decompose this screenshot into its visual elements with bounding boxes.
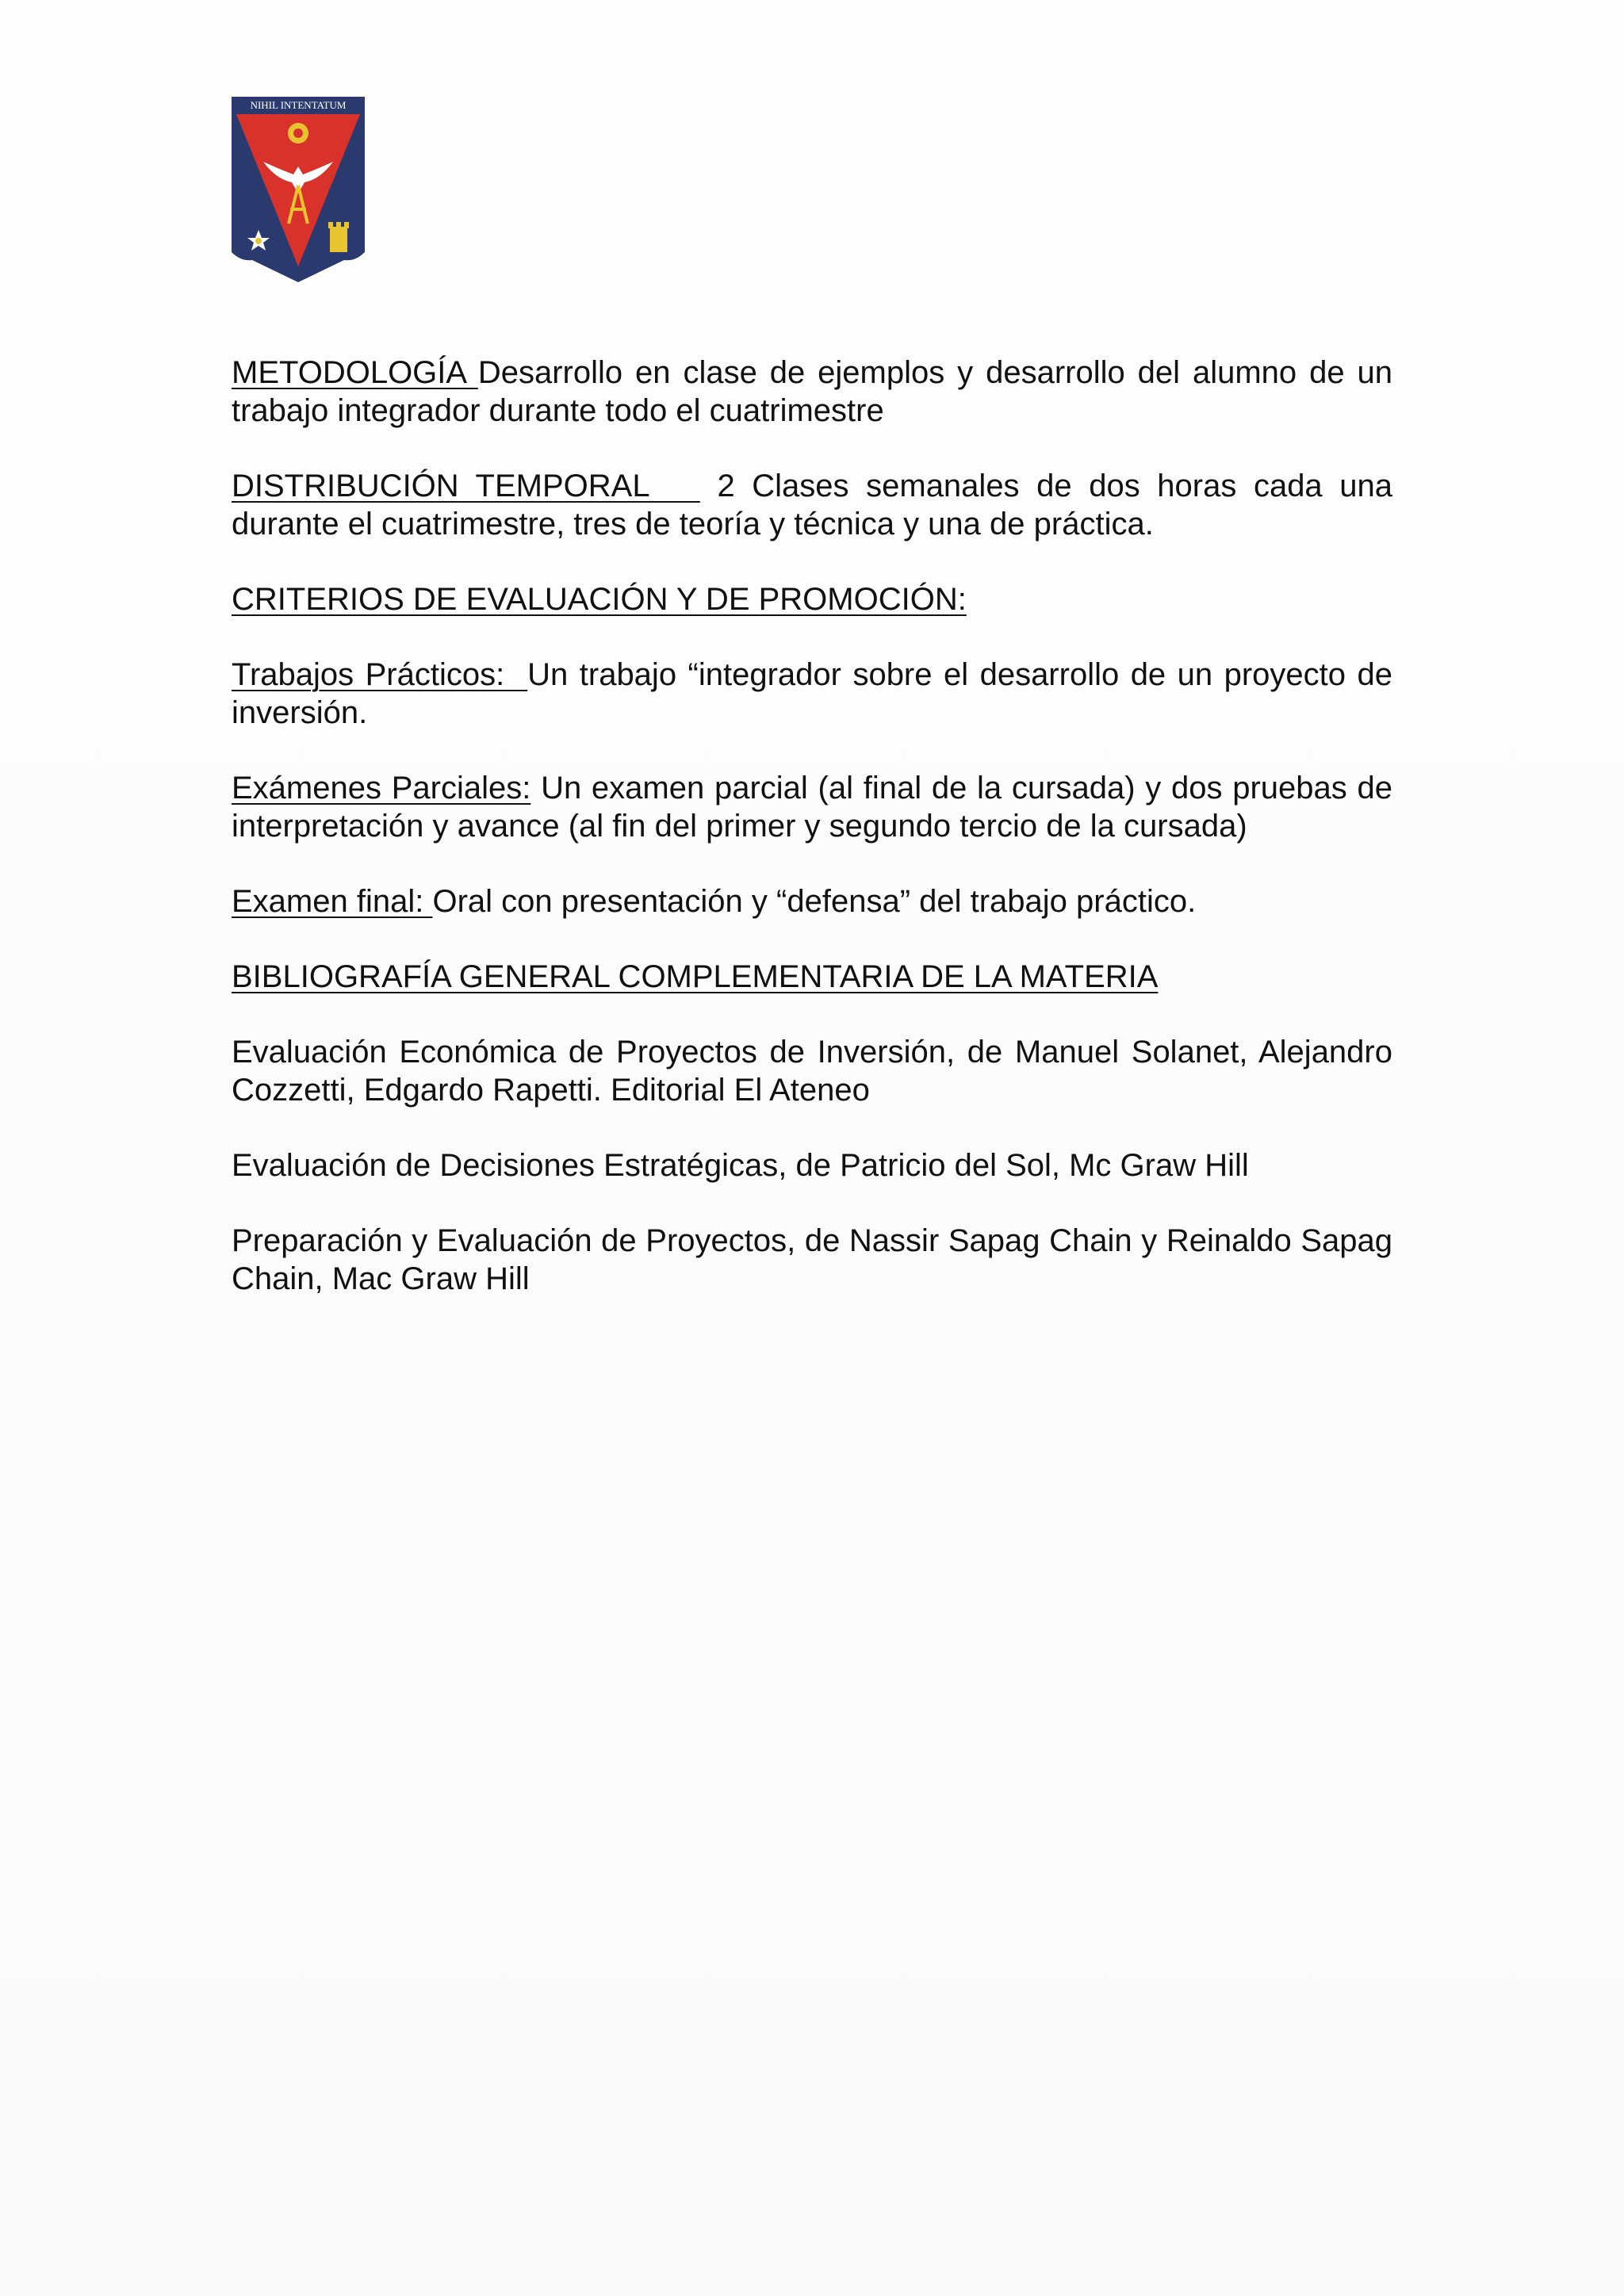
document-body: [232, 354, 1392, 1335]
institution-crest-logo: [232, 97, 365, 282]
metodologia-label: METODOLOGÍA: [232, 355, 478, 390]
crest-motto: NIHIL INTENTATUM: [250, 99, 347, 111]
reference-item: Evaluación de Decisiones Estratégicas, de Patricio del Sol, Mc Graw Hill: [232, 1148, 1249, 1183]
distribucion-section: [232, 467, 1392, 543]
trabajos-label: Trabajos Prácticos:: [232, 657, 528, 692]
bibliografia-heading: BIBLIOGRAFÍA GENERAL COMPLEMENTARIA DE LA MATERIA: [232, 959, 1159, 994]
reference-item: Preparación y Evaluación de Proyectos, de Nassir Sapag Chain y Reinaldo Sapag Chain, Mac Graw Hill: [232, 1223, 1392, 1296]
metodologia-text: Desarrollo en clase de ejemplos y desarrollo del alumno de un trabajo integrador durante todo el cuatrimestre: [232, 355, 1392, 428]
metodologia-section: [232, 354, 1392, 430]
parciales-section: [232, 769, 1392, 845]
distribucion-text: 2 Clases semanales de dos horas cada una durante el cuatrimestre, tres de teoría y técnica y una de práctica.: [232, 469, 1393, 541]
distribucion-label: DISTRIBUCIÓN TEMPORAL: [232, 469, 700, 503]
parciales-text: Un examen parcial (al final de la cursada) y dos pruebas de interpretación y avance (al fin del primer y segundo tercio de la cursada): [232, 771, 1392, 844]
examen-final-text: Oral con presentación y “defensa” del trabajo práctico.: [432, 884, 1197, 919]
trabajos-text: Un trabajo “integrador sobre el desarrollo de un proyecto de inversión.: [232, 657, 1392, 730]
reference-item: Evaluación Económica de Proyectos de Inversión, de Manuel Solanet, Alejandro Cozzetti, Edgardo Rapetti. Editorial El Ateneo: [232, 1035, 1392, 1108]
crest-shield-icon: [232, 97, 365, 282]
criterios-heading: CRITERIOS DE EVALUACIÓN Y DE PROMOCIÓN:: [232, 582, 967, 617]
trabajos-section: [232, 656, 1392, 732]
examen-final-section: [232, 882, 1392, 920]
parciales-label: Exámenes Parciales:: [232, 771, 531, 806]
examen-final-label: Examen final:: [232, 884, 433, 919]
